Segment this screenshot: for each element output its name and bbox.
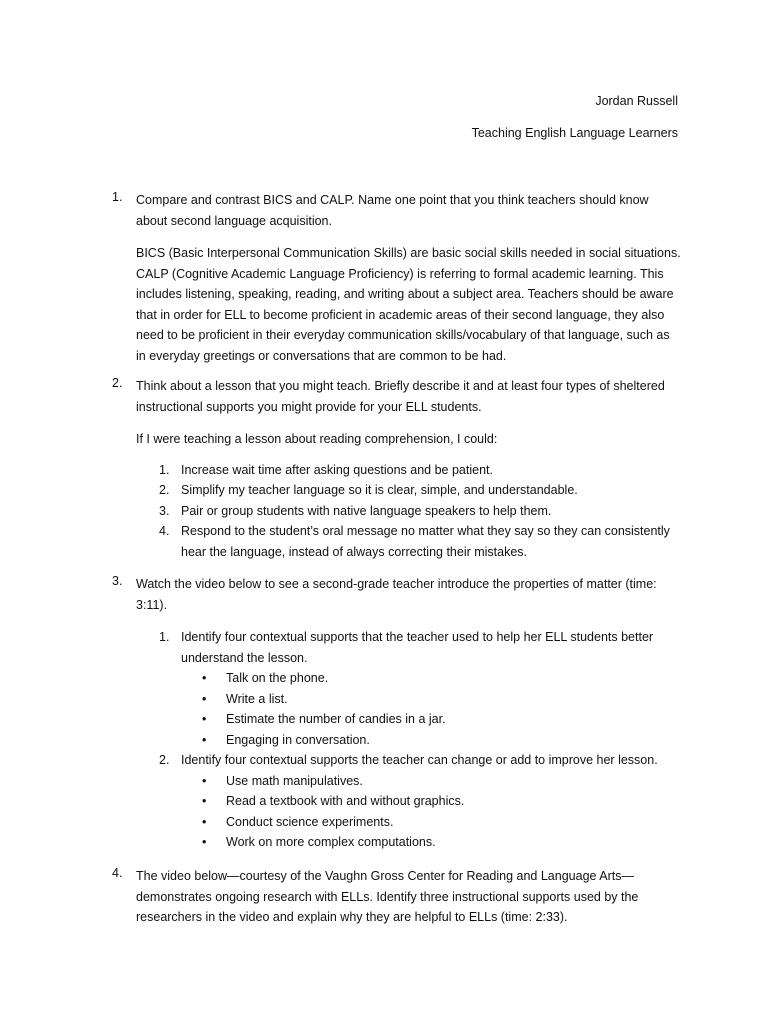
bullet-item	[202, 730, 682, 751]
bullet-item	[202, 771, 682, 792]
question-3	[112, 574, 682, 853]
list-item-text: Simplify my teacher language so it is clear, simple, and understandable.	[181, 483, 578, 497]
list-item	[159, 501, 682, 522]
bullet-text: Write a list.	[226, 691, 288, 706]
bullet-text: Use math manipulatives.	[226, 773, 363, 788]
bullet-item	[202, 812, 682, 833]
subquestion-2	[159, 750, 682, 771]
bullet-text: Engaging in conversation.	[226, 732, 370, 747]
list-number: 1.	[159, 630, 170, 644]
list-item-text: Respond to the student’s oral message no matter what they say so they can consistently hear the language, instead of always correcting their mistakes.	[181, 524, 670, 559]
author-name: Jordan Russell	[595, 94, 678, 108]
list-number: 2.	[159, 753, 170, 767]
list-number: 3.	[159, 503, 170, 518]
bullet-item	[202, 791, 682, 812]
question-text: Compare and contrast BICS and CALP. Name one point that you think teachers should know about second language acquisition.	[136, 193, 649, 228]
list-number: 4.	[159, 524, 170, 538]
bullet-item	[202, 689, 682, 710]
question-4	[112, 866, 682, 928]
bullet-icon: •	[202, 712, 207, 726]
subquestion-text: Identify four contextual supports the teacher can change or add to improve her lesson.	[181, 753, 658, 767]
list-item	[159, 460, 682, 481]
question-number: 4.	[112, 866, 123, 880]
list-number: 2.	[159, 483, 170, 497]
list-item	[159, 521, 682, 562]
question-number: 1.	[112, 190, 123, 204]
bullet-icon: •	[202, 671, 207, 685]
bullet-item	[202, 668, 682, 689]
bullet-text: Estimate the number of candies in a jar.	[226, 712, 446, 726]
bullet-text: Conduct science experiments.	[226, 814, 394, 829]
bullet-item	[202, 709, 682, 730]
subquestion-list	[112, 627, 682, 853]
course-title: Teaching English Language Learners	[471, 126, 678, 140]
question-number: 2.	[112, 376, 123, 390]
bullet-icon: •	[202, 835, 207, 849]
bullet-text: Talk on the phone.	[226, 671, 329, 685]
subquestion-text: Identify four contextual supports that the teacher used to help her ELL students better understand the lesson.	[181, 630, 654, 665]
bullet-text: Work on more complex computations.	[226, 835, 436, 849]
bullet-item	[202, 832, 682, 853]
list-item-text: Increase wait time after asking questions and be patient.	[181, 462, 493, 477]
bullet-icon: •	[202, 773, 207, 788]
bullet-text: Read a textbook with and without graphics.	[226, 794, 465, 808]
question-2	[112, 376, 682, 562]
question-text: Think about a lesson that you might teach. Briefly describe it and at least four types of sheltered instructional supports you might provide for your ELL students.	[136, 379, 665, 414]
bullet-icon: •	[202, 732, 207, 747]
answer-intro: If I were teaching a lesson about reading comprehension, I could:	[136, 432, 498, 446]
support-list	[112, 460, 682, 563]
answer-paragraph: BICS (Basic Interpersonal Communication Skills) are basic social skills needed in social situations. CALP (Cognitive Academic Language Proficiency) is referring to formal academic learning. This includes listening, speaking, reading, and writing about a subject area. Teachers should be aware that in order for ELL to become proficient in academic areas of their second language, they also need to be proficient in their everyday communication skills/vocabulary of that language, such as in everyday greetings or conversations that are common to be had.	[136, 246, 681, 363]
question-number: 3.	[112, 574, 123, 588]
question-text: The video below—courtesy of the Vaughn Gross Center for Reading and Language Arts—demonstrates ongoing research with ELLs. Identify three instructional supports used by the researchers in the video and explain why they are helpful to ELLs (time: 2:33).	[136, 869, 639, 924]
list-item	[159, 480, 682, 501]
list-item-text: Pair or group students with native language speakers to help them.	[181, 503, 552, 518]
bullet-icon: •	[202, 794, 207, 808]
list-number: 1.	[159, 462, 170, 477]
question-1	[112, 190, 682, 366]
subquestion-1	[159, 627, 682, 668]
bullet-icon: •	[202, 691, 207, 706]
bullet-icon: •	[202, 814, 207, 829]
question-text: Watch the video below to see a second-grade teacher introduce the properties of matter (time: 3:11).	[136, 577, 657, 612]
